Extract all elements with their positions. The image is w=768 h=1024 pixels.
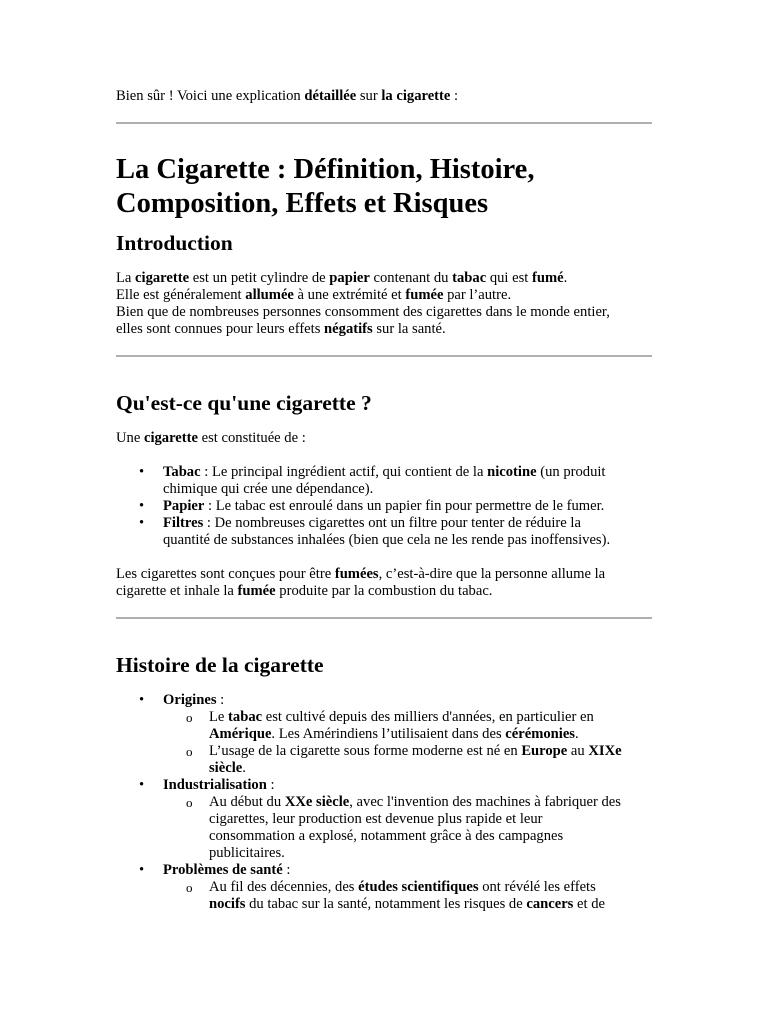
intro-text: sur [356,88,382,104]
intro-bold: la cigarette [381,88,451,104]
list-item: • Papier : Le tabac est enroulé dans un papier fin pour permettre de le fumer. [116,498,656,515]
divider [116,122,652,124]
sub-list-item: o Au fil des décennies, des études scientifiques ont révélé les effets nocifs du tabac sur la santé, notamment les risques de cancers et de [116,879,656,913]
intro-line [116,88,656,105]
intro-bold: détaillée [304,88,357,104]
list-item: • Industrialisation : [116,777,656,794]
closing-paragraph [116,566,656,600]
paragraph-line: elles sont connues pour leurs effets négatifs sur la santé. [116,321,446,337]
sub-list-item: o Au début du XXe siècle, avec l'invention des machines à fabriquer des cigarettes, leur production est devenue plus rapide et leur consommation a explosé, notamment grâce à des campagnes publicitaires. [116,794,656,862]
intro-text: Bien sûr ! Voici une explication [116,88,305,104]
paragraph-line: Les cigarettes sont conçues pour être fumées, c’est-à-dire que la personne allume la [116,566,606,582]
section-heading-history: Histoire de la cigarette [116,653,324,677]
list-item: • Problèmes de santé : [116,862,656,879]
paragraph-line: Bien que de nombreuses personnes consomment des cigarettes dans le monde entier, [116,304,610,320]
page-title [116,153,656,221]
paragraph-line: cigarette et inhale la fumée produite par la combustion du tabac. [116,583,493,599]
list-item: • Filtres : De nombreuses cigarettes ont un filtre pour tenter de réduire la quantité de substances inhalées (bien que cela ne les rende pas inoffensives). [116,515,656,549]
list-item: • Origines : [116,692,656,709]
sub-list-item: o L’usage de la cigarette sous forme moderne est né en Europe au XIXe siècle. [116,743,656,777]
paragraph-line: La cigarette est un petit cylindre de papier contenant du tabac qui est fumé. [116,270,568,286]
section-heading-introduction: Introduction [116,231,233,255]
paragraph-line: Elle est généralement allumée à une extrémité et fumée par l’autre. [116,287,512,303]
divider [116,617,652,619]
document-content [116,88,656,913]
divider [116,355,652,357]
history-list [116,692,656,913]
intro-text: : [450,88,459,104]
title-line: La Cigarette : Définition, Histoire, [116,154,535,185]
title-line: Composition, Effets et Risques [116,188,489,219]
section-heading-what-is: Qu'est-ce qu'une cigarette ? [116,391,372,415]
sub-list-item: o Le tabac est cultivé depuis des milliers d'années, en particulier en Amérique. Les Amérindiens l’utilisaient dans des cérémonies. [116,709,656,743]
paragraph-line: Une cigarette est constituée de : [116,430,306,446]
composition-list [116,464,656,549]
introduction-paragraph [116,270,656,338]
list-item: • Tabac : Le principal ingrédient actif, qui contient de la nicotine (un produit chimique qui crée une dépendance). [116,464,656,498]
